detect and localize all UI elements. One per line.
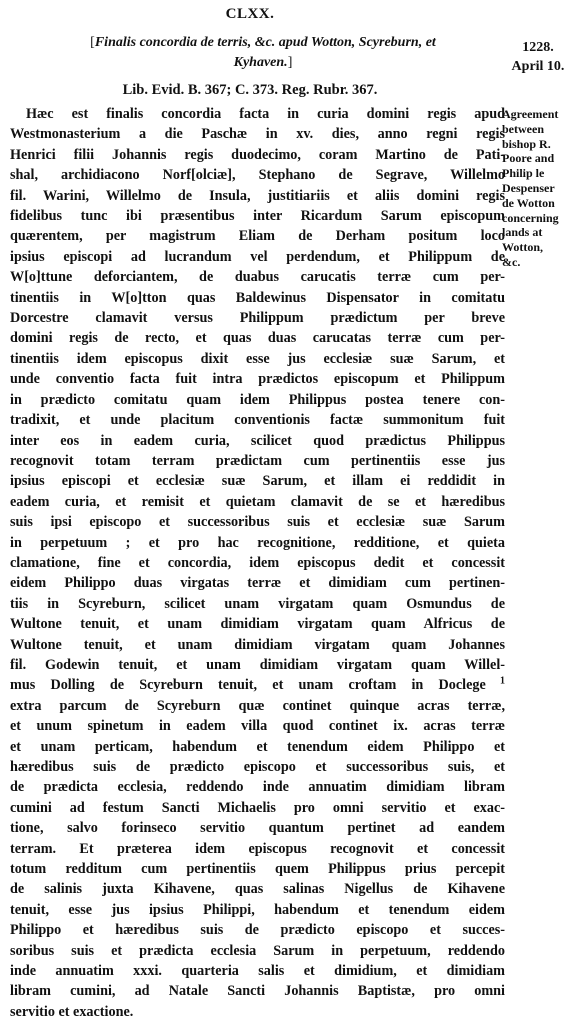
body-line-text: inde annuatim xxxi. quarteria salis et dimidium, et dimidiam — [10, 963, 505, 980]
body-line — [10, 369, 505, 389]
body-line — [10, 288, 505, 308]
body-line — [10, 818, 505, 838]
body-line-text: eidem Philippo duas virgatas terræ et dimidiam cum pertinen- — [10, 575, 505, 592]
body-line-text: soribus suis et prædicta ecclesia Sarum in perpetuum, reddendo — [10, 942, 505, 959]
title-close-bracket: ] — [287, 55, 293, 70]
date-day: April 10. — [511, 59, 565, 74]
document-title — [28, 33, 498, 73]
body-line-text: ipsius episcopi et ecclesiæ suæ Sarum, et illam ei reddidit in — [10, 473, 505, 490]
body-line — [10, 696, 505, 716]
body-line — [10, 777, 505, 797]
body-line-text: Henrici filii Johannis regis duodecimo, coram Martino de Pati- — [10, 146, 505, 163]
margin-note-line: concerning — [502, 210, 559, 225]
body-line — [10, 104, 505, 124]
margin-note-line: Wotton, — [502, 240, 544, 255]
body-line-text: unde conventio facta fuit intra prædictos episcopum et Philippum — [10, 371, 505, 388]
body-line-text: recognovit totam terram prædictam cum pertinentiis esse jus — [10, 452, 505, 469]
body-line — [10, 553, 505, 573]
body-line — [10, 900, 505, 920]
title-line-2-text: Kyhaven. — [233, 55, 288, 70]
body-line-text: tenuit, esse jus ipsius Philippi, habendum et tenendum eidem — [10, 901, 505, 918]
body-line — [10, 471, 505, 491]
body-line — [10, 492, 505, 512]
margin-note-line: &c. — [502, 254, 521, 269]
body-line — [10, 206, 505, 226]
date-year: 1228. — [522, 40, 554, 55]
body-line — [10, 145, 505, 165]
body-text — [10, 104, 505, 1022]
body-line-text: tinentiis idem episcopus dixit esse jus ecclesiæ suæ Sarum, et — [10, 350, 505, 367]
body-line — [10, 941, 505, 961]
body-line — [10, 879, 505, 899]
body-line-text: eadem curia, et remisit et quietam clamavit de se et hæredibus — [10, 493, 505, 510]
body-line — [10, 186, 505, 206]
body-line — [10, 1002, 505, 1022]
margin-note-line: lands at — [502, 225, 543, 240]
body-line-text: tione, salvo forinseco servitio quantum pertinet ad eandem — [10, 820, 505, 837]
margin-note-line: Poore and — [502, 151, 555, 166]
body-line-text: Westmonasterium a die Paschæ in xv. dies, anno regni regis — [10, 126, 505, 143]
body-line — [10, 349, 505, 369]
title-open-bracket: [ — [90, 35, 95, 50]
body-line — [10, 267, 505, 287]
body-line-text: fil. Godewin tenuit, et unam dimidiam virgatam quam Willel- — [10, 656, 505, 673]
body-line-text: hæredibus suis de prædicto episcopo et successoribus suis, et — [10, 759, 505, 775]
margin-note-line: Despenser — [502, 180, 555, 195]
body-line — [10, 533, 505, 553]
body-line-text: fidelibus tunc ibi præsentibus inter Ricardum Sarum episcopum — [10, 208, 505, 225]
document-number: CLXX. — [225, 6, 275, 22]
margin-note-line: bishop R. — [502, 136, 551, 151]
body-line-text: clamatione, fine et concordia, idem episcopus dedit et concessit — [10, 554, 505, 571]
body-line — [10, 981, 505, 1001]
title-line-1 — [28, 33, 498, 53]
margin-note-line: Agreement — [502, 107, 559, 121]
body-line-text: W[o]ttune deforciantem, de duabus carucatis terræ cum per- — [10, 269, 505, 286]
body-line — [10, 859, 505, 879]
body-line — [10, 614, 505, 634]
body-line — [10, 431, 505, 451]
body-line-text: Hæc est finalis concordia facta in curia domini regis apud — [26, 106, 505, 122]
margin-summary — [502, 107, 574, 270]
body-line-text: Dorcestre clamavit versus Philippum prædictum per breve — [10, 310, 505, 327]
body-line — [10, 573, 505, 593]
body-line-text: extra parcum de Scyreburn quæ continet quinque acras terræ, — [10, 697, 505, 714]
body-line-text: tiis in Scyreburn, scilicet unam virgatam quam Osmundus de — [10, 595, 505, 612]
title-line-1-text: Finalis concordia de terris, &c. apud Wotton, Scyreburn, et — [94, 35, 436, 50]
body-line — [10, 594, 505, 614]
body-line — [10, 308, 505, 328]
body-line — [10, 839, 505, 859]
margin-note-line: between — [502, 121, 544, 136]
body-line — [10, 737, 505, 757]
body-line — [10, 655, 505, 675]
body-line-text: libram cumini, ad Natale Sancti Johannis Baptistæ, pro omni — [10, 983, 505, 1000]
body-line — [10, 226, 505, 246]
body-line — [10, 920, 505, 940]
body-line-text: Wultone tenuit, et unam dimidiam virgatam quam Alfricus de — [10, 616, 505, 633]
body-line-text: de prædicta ecclesia, reddendo inde annuatim dimidiam libram — [10, 779, 505, 796]
body-line-text: fil. Warini, Willelmo de Insula, justitiariis et aliis domini regis — [10, 187, 505, 204]
body-line — [10, 390, 505, 410]
body-line-text: totum redditum cum pertinentiis quem Philippus prius percepit — [10, 861, 505, 878]
date-note — [508, 38, 568, 76]
footnote-mark: 1 — [485, 675, 505, 687]
body-line — [10, 512, 505, 532]
body-line-text: Wultone tenuit, et unam dimidiam virgatam quam Johannes — [10, 636, 505, 653]
body-line — [10, 328, 505, 348]
body-line-text: inter eos in eadem curia, scilicet quod prædictus Philippus — [10, 432, 505, 449]
source-references: Lib. Evid. B. 367; C. 373. Reg. Rubr. 367. — [122, 82, 378, 98]
margin-note-line: de Wotton — [502, 195, 555, 210]
body-line-text: et unam perticam, habendum et tenendum eidem Philippo et — [10, 738, 505, 755]
body-line — [10, 410, 505, 430]
title-line-2 — [28, 53, 498, 73]
body-line-text: tradixit, et unde placitum conventionis factæ summonitum fuit — [10, 412, 505, 429]
body-line — [10, 961, 505, 981]
body-line-text: de salinis juxta Kihavene, quas salinas Nigellus de Kihavene — [10, 881, 505, 898]
body-line — [10, 757, 505, 777]
body-line — [10, 675, 505, 695]
body-line-text: et unum spinetum in eadem villa quod continet ix. acras terræ — [10, 718, 505, 735]
body-line-text: servitio et exactione. — [10, 1003, 134, 1020]
body-line-text: suis ipsi episcopo et successoribus suis et ecclesiæ suæ Sarum — [10, 514, 505, 531]
body-line — [10, 716, 505, 736]
body-line-text: Philippo et hæredibus suis de prædicto episcopo et succes- — [10, 922, 505, 939]
body-line — [10, 247, 505, 267]
body-line-text: in prædicto comitatu quam idem Philippus postea tenere con- — [10, 391, 505, 408]
body-line-text: domini regis de recto, et quas duas carucatas terræ cum per- — [10, 330, 505, 347]
body-line-text: in perpetuum ; et pro hac recognitione, redditione, et quieta — [10, 534, 505, 551]
body-line-text: cumini ad festum Sancti Michaelis pro omni servitio et exac- — [10, 799, 505, 816]
body-line — [10, 451, 505, 471]
body-line — [10, 635, 505, 655]
body-line-text: shal, archidiacono Norf[olciæ], Stephano de Segrave, Willelmo — [10, 167, 505, 184]
margin-note-line: Philip le — [502, 166, 545, 181]
body-line-text: quærentem, per magistrum Eliam de Derham positum loco — [10, 228, 505, 245]
body-line-text: terram. Et præterea idem episcopus recognovit et concessit — [10, 840, 505, 857]
body-line — [10, 124, 505, 144]
body-line — [10, 165, 505, 185]
body-line-text: mus Dolling de Scyreburn tenuit, et unam croftam in Doclege — [10, 677, 486, 694]
body-line — [10, 798, 505, 818]
body-line-text: ipsius episcopi ad lucrandum vel perdendum, et Philippum de — [10, 248, 505, 265]
body-line-text: tinentiis in W[o]tton quas Baldewinus Dispensator in comitatu — [10, 289, 505, 306]
